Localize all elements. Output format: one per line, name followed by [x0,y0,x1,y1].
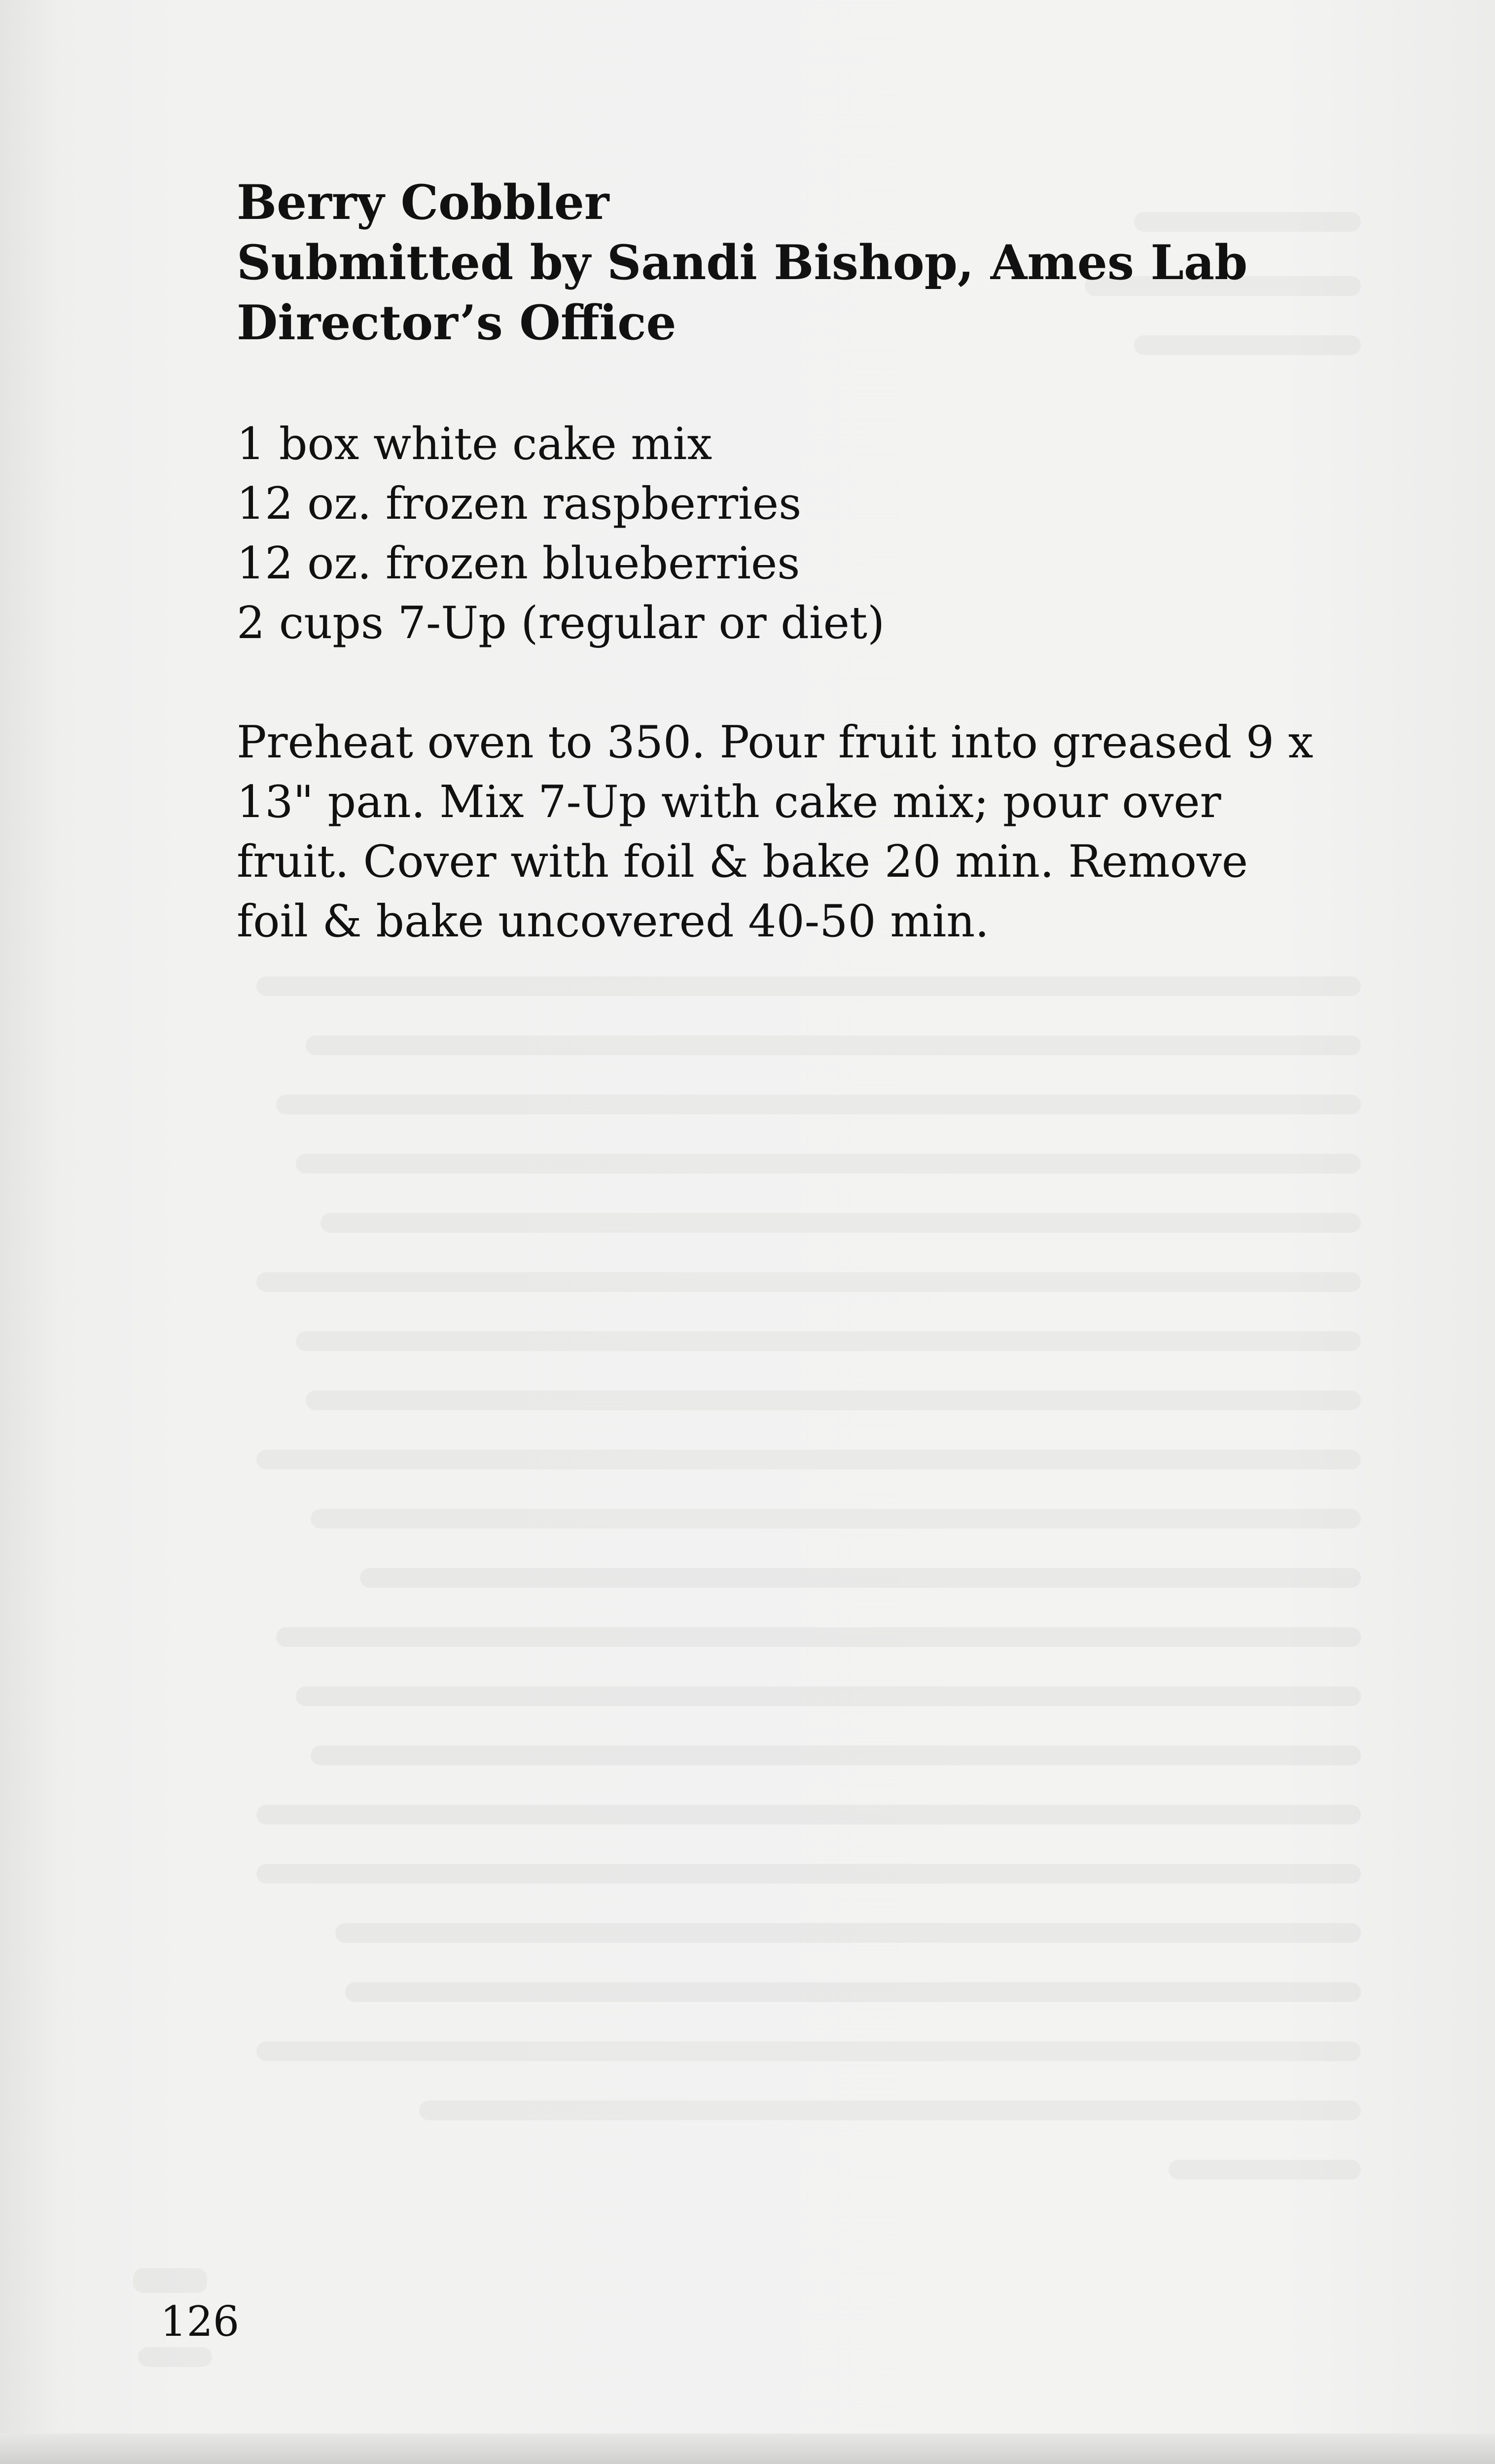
ingredient-item: 2 cups 7-Up (regular or diet) [237,597,885,649]
ingredient-item: 1 box white cake mix [237,418,712,470]
instruction-line: fruit. Cover with foil & bake 20 min. Remove [237,836,1248,888]
ingredient-item: 12 oz. frozen blueberries [237,537,800,589]
recipe-title: Berry Cobbler [237,175,609,230]
instruction-line: 13" pan. Mix 7-Up with cake mix; pour over [237,776,1221,828]
ingredient-item: 12 oz. frozen raspberries [237,478,802,530]
instruction-line: Preheat oven to 350. Pour fruit into greased 9 x [237,716,1314,768]
page-bottom-edge [0,2433,1495,2464]
page-number: 126 [160,2297,240,2346]
recipe-instructions [237,713,1371,951]
recipe-office: Director’s Office [237,295,676,351]
instruction-line: foil & bake uncovered 40-50 min. [237,895,989,947]
recipe-heading [237,173,1371,353]
ingredient-list [237,414,1371,653]
recipe-submitter: Submitted by Sandi Bishop, Ames Lab [237,235,1248,290]
